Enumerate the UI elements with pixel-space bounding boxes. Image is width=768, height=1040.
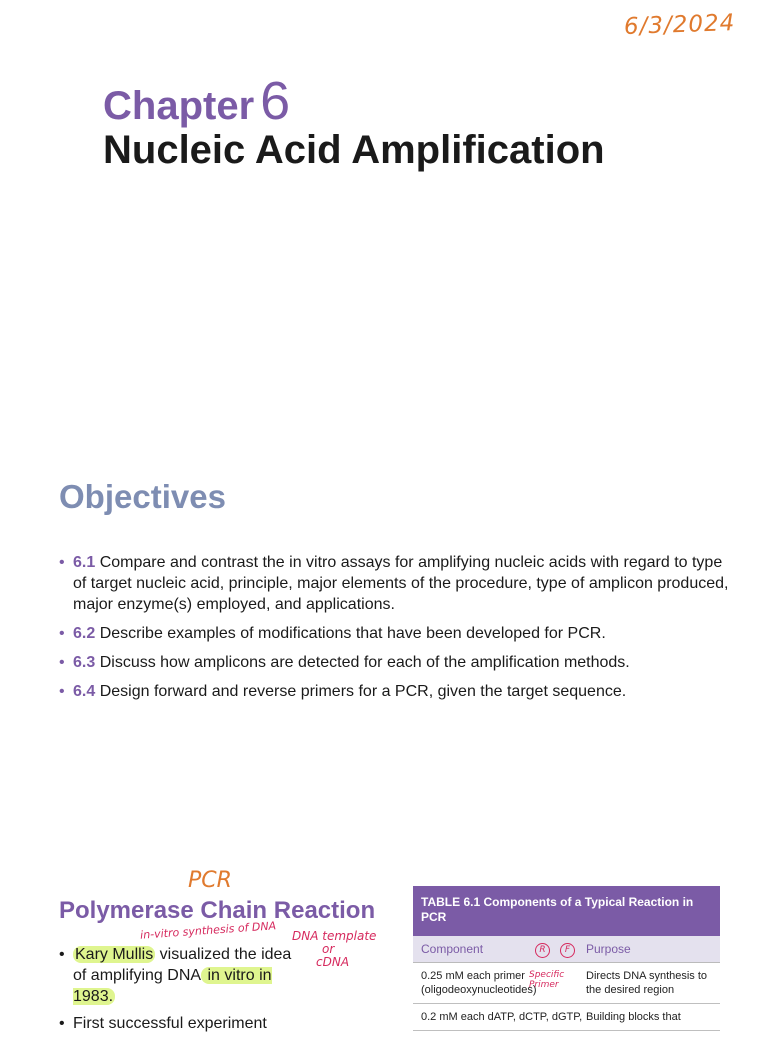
table-cell-component: 0.2 mM each dATP, dCTP, dGTP, — [421, 1011, 583, 1023]
bullet-icon: • — [59, 554, 65, 571]
pcr-bullet-list — [59, 944, 309, 1040]
table-cell-purpose: Directs DNA synthesis to the desired region — [586, 970, 708, 996]
objectives-list — [59, 552, 739, 710]
note-line: or — [322, 942, 335, 956]
objective-number: 6.1 — [73, 554, 96, 571]
chapter-number: 6 — [260, 71, 291, 131]
table-cell-purpose: Building blocks that — [586, 1011, 681, 1023]
handwritten-invitro-note: in-vitro synthesis of DNA — [139, 919, 277, 942]
handwritten-pcr-note: PCR — [188, 868, 232, 893]
circled-letter: F — [560, 943, 575, 958]
chapter-title: Nucleic Acid Amplification — [103, 128, 605, 172]
table-cell-component: 0.25 mM each primer (oligodeoxynucleotides) — [421, 970, 537, 996]
handwritten-specific-primer-note: Specific Primer — [529, 970, 565, 990]
bullet-text: First successful experiment — [73, 1015, 267, 1032]
note-line: cDNA — [316, 955, 350, 969]
objective-number: 6.4 — [73, 683, 96, 700]
table-title: TABLE 6.1 Components of a Typical Reaction in PCR — [413, 886, 720, 936]
objective-number: 6.2 — [73, 625, 96, 642]
table-row — [413, 1004, 720, 1031]
handwritten-circled-letters — [535, 942, 585, 958]
pcr-heading: Polymerase Chain Reaction — [59, 897, 376, 924]
objective-text: Describe examples of modifications that have been developed for PCR. — [99, 625, 606, 642]
note-line: DNA template — [292, 929, 377, 943]
circled-letter: R — [535, 943, 550, 958]
bullet-icon: • — [59, 1015, 65, 1032]
bullet-icon: • — [59, 683, 65, 700]
objective-text: Discuss how amplicons are detected for each of the amplification methods. — [99, 654, 630, 671]
objective-text: Compare and contrast the in vitro assays for amplifying nucleic acids with regard to type of target nucleic acid, principle, major elements of the procedure, type of amplicon produced, major enzyme(s) employed, and applications. — [73, 554, 729, 613]
objective-item — [59, 681, 739, 702]
chapter-word: Chapter — [103, 84, 255, 128]
pcr-bullet-item — [59, 944, 309, 1007]
handwritten-dna-template-note — [292, 930, 412, 969]
objective-item — [59, 552, 739, 615]
highlighted-text: in vitro in 1983. — [73, 967, 272, 1005]
components-table — [413, 886, 720, 1031]
column-header-component: Component — [421, 942, 484, 956]
bullet-icon: • — [59, 654, 65, 671]
objective-text: Design forward and reverse primers for a PCR, given the target sequence. — [99, 683, 627, 700]
handwritten-date: 6/3/2024 — [623, 10, 736, 40]
column-header-purpose: Purpose — [586, 942, 631, 956]
bullet-icon: • — [59, 946, 65, 963]
bullet-icon: • — [59, 625, 65, 642]
bullet-text: visualized the idea of amplifying DNA — [73, 946, 292, 984]
chapter-label — [103, 70, 290, 132]
objective-item — [59, 623, 739, 644]
objective-number: 6.3 — [73, 654, 96, 671]
highlighted-text: Kary Mullis — [75, 946, 154, 963]
objectives-heading: Objectives — [59, 478, 226, 515]
objective-item — [59, 652, 739, 673]
